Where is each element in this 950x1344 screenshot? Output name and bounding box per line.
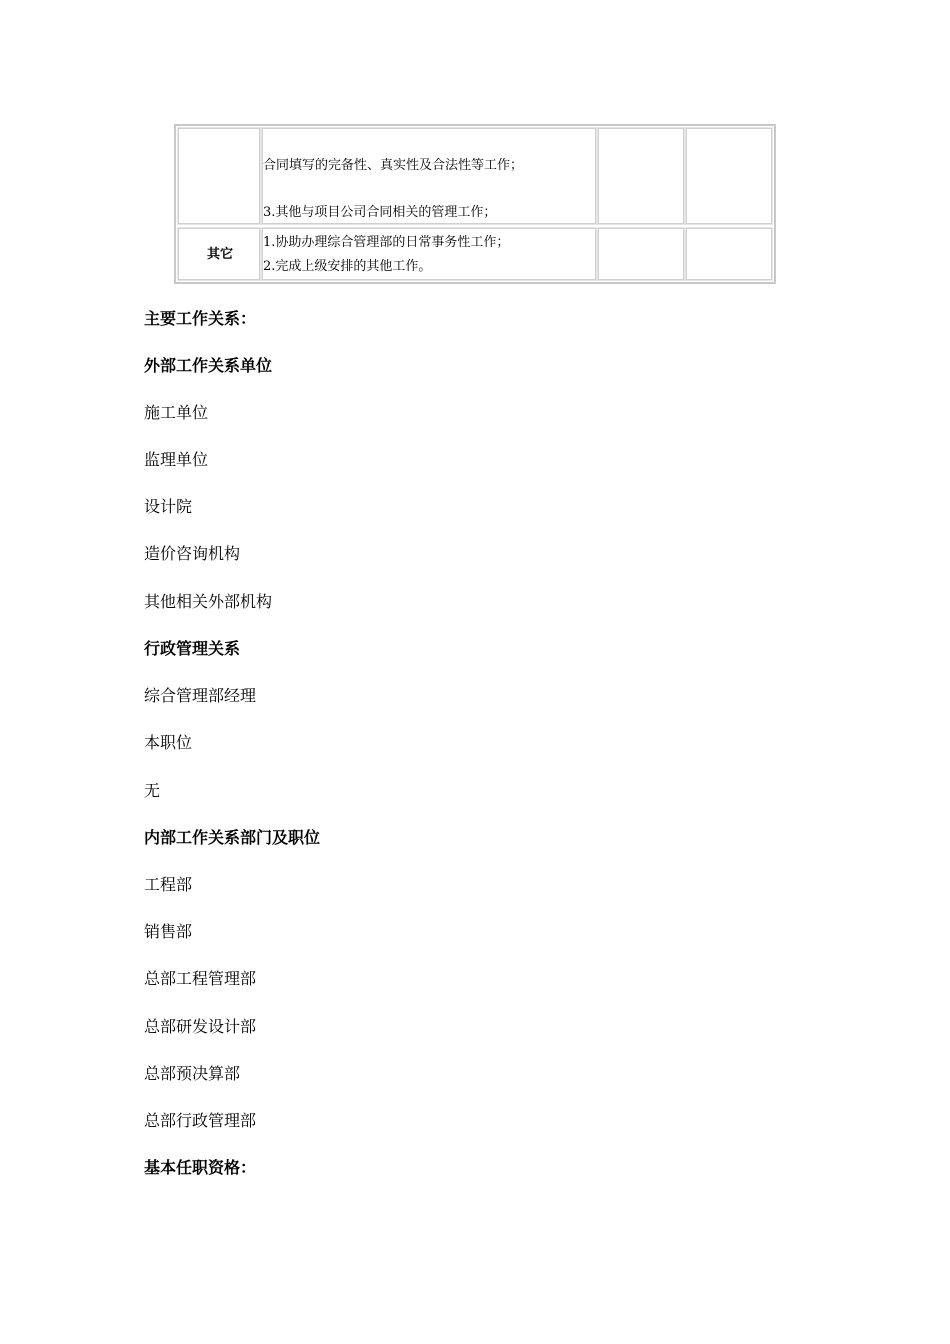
admin-item: 本职位 bbox=[144, 733, 193, 752]
row-1-line-1: 合同填写的完备性、真实性及合法性等工作； bbox=[263, 158, 524, 173]
internal-item: 销售部 bbox=[144, 922, 193, 941]
table-row-2-label-cell bbox=[178, 228, 260, 280]
row-2-line-1: 1.协助办理综合管理部的日常事务性工作； bbox=[263, 235, 510, 250]
row-1-line-2: 3.其他与项目公司合同相关的管理工作； bbox=[263, 205, 497, 220]
table-row-1-col-3-cell bbox=[598, 128, 684, 224]
internal-item: 总部工程管理部 bbox=[144, 969, 257, 988]
internal-item: 总部预决算部 bbox=[144, 1064, 241, 1083]
external-item: 造价咨询机构 bbox=[144, 544, 241, 563]
admin-relations-heading: 行政管理关系 bbox=[144, 639, 241, 658]
external-item: 施工单位 bbox=[144, 403, 209, 422]
qualification-heading: 基本任职资格： bbox=[144, 1158, 257, 1177]
internal-item: 总部行政管理部 bbox=[144, 1111, 257, 1130]
external-item: 其他相关外部机构 bbox=[144, 592, 273, 611]
external-item: 设计院 bbox=[144, 497, 193, 516]
row-2-line-2: 2.完成上级安排的其他工作。 bbox=[263, 259, 432, 274]
table-row-1-label-cell bbox=[178, 128, 260, 224]
external-relations-heading: 外部工作关系单位 bbox=[144, 356, 273, 375]
table-row-2-col-4-cell bbox=[686, 228, 772, 280]
table-row-2-content-cell bbox=[262, 228, 596, 280]
internal-item: 总部研发设计部 bbox=[144, 1017, 257, 1036]
table-row-1-col-4-cell bbox=[686, 128, 772, 224]
duties-table bbox=[174, 124, 776, 284]
internal-relations-heading: 内部工作关系部门及职位 bbox=[144, 828, 321, 847]
main-relations-heading: 主要工作关系： bbox=[144, 309, 257, 328]
internal-item: 工程部 bbox=[144, 875, 193, 894]
external-item: 监理单位 bbox=[144, 450, 209, 469]
table-row-1-content-cell bbox=[262, 128, 596, 224]
table-row-2-col-3-cell bbox=[598, 228, 684, 280]
row-2-label: 其它 bbox=[207, 247, 234, 262]
admin-item: 无 bbox=[144, 781, 161, 800]
admin-item: 综合管理部经理 bbox=[144, 686, 257, 705]
